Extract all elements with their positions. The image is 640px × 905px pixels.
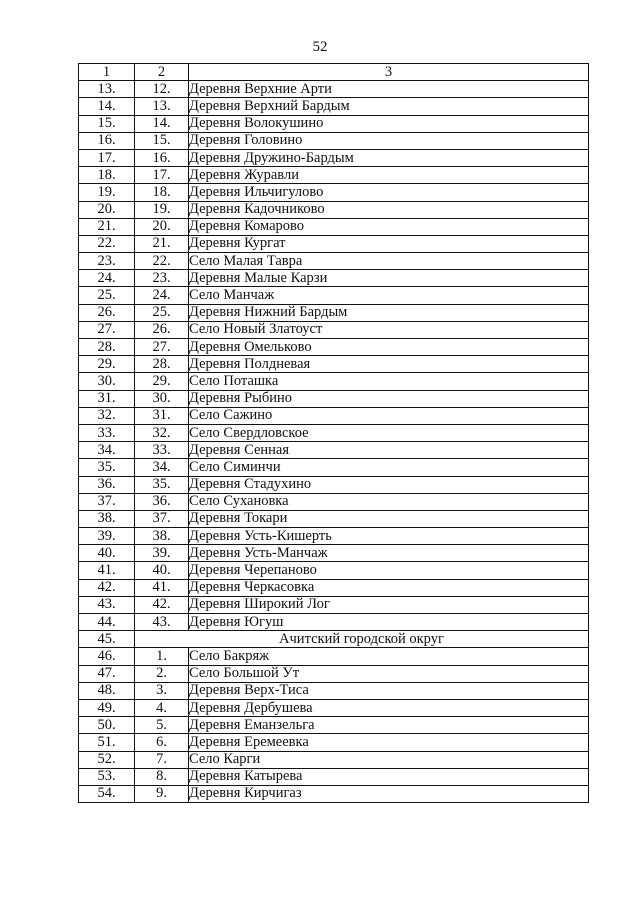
table-row <box>79 579 589 596</box>
table-row <box>79 98 589 115</box>
section-title: Ачитский городской округ <box>135 631 589 648</box>
row-number: 24. <box>79 270 135 287</box>
row-number: 28. <box>79 339 135 356</box>
table-row <box>79 201 589 218</box>
row-number: 50. <box>79 717 135 734</box>
row-number: 53. <box>79 768 135 785</box>
table-row <box>79 132 589 149</box>
settlement-name: Деревня Верх-Тиса <box>189 682 589 699</box>
row-sub-number: 7. <box>135 751 189 768</box>
settlement-name: Деревня Стадухино <box>189 476 589 493</box>
table-row <box>79 682 589 699</box>
row-number: 17. <box>79 149 135 166</box>
row-number: 37. <box>79 493 135 510</box>
table-row <box>79 407 589 424</box>
row-sub-number: 40. <box>135 562 189 579</box>
row-sub-number: 24. <box>135 287 189 304</box>
row-number: 26. <box>79 304 135 321</box>
row-sub-number: 17. <box>135 167 189 184</box>
row-sub-number: 21. <box>135 235 189 252</box>
row-number: 25. <box>79 287 135 304</box>
row-sub-number: 41. <box>135 579 189 596</box>
table-row <box>79 149 589 166</box>
table-row <box>79 459 589 476</box>
row-number: 42. <box>79 579 135 596</box>
table-body <box>79 64 589 803</box>
row-sub-number: 4. <box>135 699 189 716</box>
row-sub-number: 39. <box>135 545 189 562</box>
settlement-name: Село Большой Ут <box>189 665 589 682</box>
row-sub-number: 36. <box>135 493 189 510</box>
row-sub-number: 22. <box>135 253 189 270</box>
settlement-name: Село Симинчи <box>189 459 589 476</box>
row-number: 31. <box>79 390 135 407</box>
row-number: 44. <box>79 614 135 631</box>
settlement-name: Деревня Нижний Бардым <box>189 304 589 321</box>
settlement-name: Деревня Омельково <box>189 339 589 356</box>
settlement-name: Село Малая Тавра <box>189 253 589 270</box>
table-row <box>79 218 589 235</box>
row-number: 43. <box>79 596 135 613</box>
row-number: 52. <box>79 751 135 768</box>
table-row <box>79 115 589 132</box>
row-number: 23. <box>79 253 135 270</box>
row-sub-number: 18. <box>135 184 189 201</box>
table-row <box>79 665 589 682</box>
table-row <box>79 442 589 459</box>
table-row <box>79 390 589 407</box>
table-row <box>79 373 589 390</box>
settlement-name: Деревня Токари <box>189 510 589 527</box>
settlement-name: Село Карги <box>189 751 589 768</box>
row-number: 41. <box>79 562 135 579</box>
row-number: 22. <box>79 235 135 252</box>
row-sub-number: 25. <box>135 304 189 321</box>
table-row <box>79 476 589 493</box>
settlement-name: Деревня Малые Карзи <box>189 270 589 287</box>
settlement-name: Село Сажино <box>189 407 589 424</box>
table-row <box>79 235 589 252</box>
table-row <box>79 545 589 562</box>
row-sub-number: 14. <box>135 115 189 132</box>
row-sub-number: 13. <box>135 98 189 115</box>
row-sub-number: 16. <box>135 149 189 166</box>
settlement-name: Деревня Рыбино <box>189 390 589 407</box>
row-number: 49. <box>79 699 135 716</box>
row-sub-number: 26. <box>135 321 189 338</box>
row-number: 47. <box>79 665 135 682</box>
table-row <box>79 493 589 510</box>
row-number: 35. <box>79 459 135 476</box>
table-row <box>79 614 589 631</box>
row-sub-number: 20. <box>135 218 189 235</box>
settlement-name: Деревня Комарово <box>189 218 589 235</box>
row-sub-number: 6. <box>135 734 189 751</box>
header-col-3: 3 <box>189 64 589 81</box>
settlement-name: Деревня Дербушева <box>189 699 589 716</box>
table-row <box>79 304 589 321</box>
row-number: 15. <box>79 115 135 132</box>
settlement-name: Село Бакряж <box>189 648 589 665</box>
row-sub-number: 5. <box>135 717 189 734</box>
row-number: 30. <box>79 373 135 390</box>
row-number: 46. <box>79 648 135 665</box>
row-sub-number: 27. <box>135 339 189 356</box>
row-sub-number: 23. <box>135 270 189 287</box>
row-sub-number: 32. <box>135 424 189 441</box>
table-row <box>79 356 589 373</box>
table-row <box>79 562 589 579</box>
row-number: 33. <box>79 424 135 441</box>
table-row <box>79 253 589 270</box>
row-number: 20. <box>79 201 135 218</box>
table-row <box>79 751 589 768</box>
row-number: 54. <box>79 785 135 802</box>
table-row <box>79 734 589 751</box>
table-row <box>79 528 589 545</box>
table-row <box>79 81 589 98</box>
row-sub-number: 2. <box>135 665 189 682</box>
row-number: 51. <box>79 734 135 751</box>
row-number: 19. <box>79 184 135 201</box>
row-sub-number: 38. <box>135 528 189 545</box>
settlement-name: Деревня Журавли <box>189 167 589 184</box>
row-sub-number: 35. <box>135 476 189 493</box>
row-sub-number: 42. <box>135 596 189 613</box>
settlement-name: Деревня Кадочниково <box>189 201 589 218</box>
row-number: 40. <box>79 545 135 562</box>
header-col-2: 2 <box>135 64 189 81</box>
settlement-name: Деревня Широкий Лог <box>189 596 589 613</box>
settlement-name: Деревня Сенная <box>189 442 589 459</box>
row-sub-number: 12. <box>135 81 189 98</box>
page-number: 52 <box>312 39 328 55</box>
table-row <box>79 648 589 665</box>
row-number: 18. <box>79 167 135 184</box>
row-sub-number: 31. <box>135 407 189 424</box>
row-sub-number: 29. <box>135 373 189 390</box>
row-number: 21. <box>79 218 135 235</box>
settlement-name: Деревня Кирчигаз <box>189 785 589 802</box>
settlement-name: Деревня Черепаново <box>189 562 589 579</box>
header-row <box>79 64 589 81</box>
settlement-name: Деревня Югуш <box>189 614 589 631</box>
table-row <box>79 510 589 527</box>
row-sub-number: 19. <box>135 201 189 218</box>
row-sub-number: 43. <box>135 614 189 631</box>
settlements-table <box>78 63 589 803</box>
settlement-name: Деревня Кургат <box>189 235 589 252</box>
settlement-name: Деревня Верхние Арти <box>189 81 589 98</box>
settlement-name: Деревня Верхний Бардым <box>189 98 589 115</box>
table-row <box>79 321 589 338</box>
settlement-name: Село Манчаж <box>189 287 589 304</box>
row-sub-number: 37. <box>135 510 189 527</box>
row-number: 16. <box>79 132 135 149</box>
row-number: 29. <box>79 356 135 373</box>
table-row <box>79 596 589 613</box>
settlement-name: Деревня Волокушино <box>189 115 589 132</box>
settlement-name: Село Новый Златоуст <box>189 321 589 338</box>
row-sub-number: 33. <box>135 442 189 459</box>
table-row <box>79 270 589 287</box>
row-number: 13. <box>79 81 135 98</box>
row-sub-number: 34. <box>135 459 189 476</box>
row-sub-number: 30. <box>135 390 189 407</box>
row-number: 32. <box>79 407 135 424</box>
table-row <box>79 424 589 441</box>
row-sub-number: 15. <box>135 132 189 149</box>
row-number: 45. <box>79 631 135 648</box>
table-row <box>79 287 589 304</box>
settlement-name: Деревня Еремеевка <box>189 734 589 751</box>
row-sub-number: 3. <box>135 682 189 699</box>
settlement-name: Деревня Усть-Манчаж <box>189 545 589 562</box>
row-sub-number: 1. <box>135 648 189 665</box>
row-number: 48. <box>79 682 135 699</box>
settlement-name: Деревня Катырева <box>189 768 589 785</box>
table-row <box>79 167 589 184</box>
row-number: 38. <box>79 510 135 527</box>
table-row <box>79 785 589 802</box>
settlement-name: Деревня Ильчигулово <box>189 184 589 201</box>
settlement-name: Деревня Черкасовка <box>189 579 589 596</box>
settlement-name: Деревня Дружино-Бардым <box>189 149 589 166</box>
settlement-name: Село Поташка <box>189 373 589 390</box>
row-number: 36. <box>79 476 135 493</box>
row-number: 34. <box>79 442 135 459</box>
settlement-name: Деревня Усть-Кишерть <box>189 528 589 545</box>
table-row <box>79 339 589 356</box>
section-row <box>79 631 589 648</box>
settlement-name: Деревня Головино <box>189 132 589 149</box>
settlement-name: Деревня Полдневая <box>189 356 589 373</box>
table-row <box>79 717 589 734</box>
table-row <box>79 184 589 201</box>
row-number: 39. <box>79 528 135 545</box>
settlement-name: Село Сухановка <box>189 493 589 510</box>
row-number: 27. <box>79 321 135 338</box>
row-number: 14. <box>79 98 135 115</box>
header-col-1: 1 <box>79 64 135 81</box>
row-sub-number: 8. <box>135 768 189 785</box>
settlement-name: Село Свердловское <box>189 424 589 441</box>
row-sub-number: 28. <box>135 356 189 373</box>
table-row <box>79 768 589 785</box>
row-sub-number: 9. <box>135 785 189 802</box>
settlement-name: Деревня Еманзельга <box>189 717 589 734</box>
table-row <box>79 699 589 716</box>
